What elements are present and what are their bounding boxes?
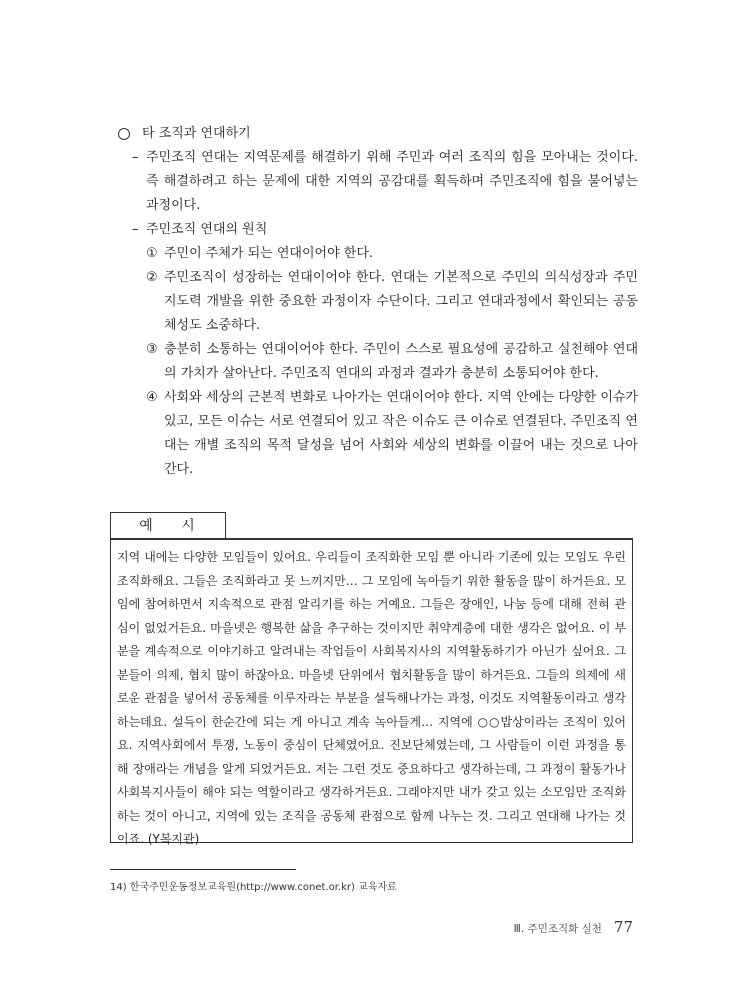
principle-text: 사회와 세상의 근본적 변화로 나아가는 연대이어야 한다. 지역 안에는 다양한 이슈가 있고, 모든 이슈는 서로 연결되어 있고 작은 이슈도 큰 이슈로 연결된다. 주민조직 연대는 개별 조직의 목적 달성을 넘어 사회와 세상의 변화를 이끌어 내는 것으로 나아간다.: [164, 390, 638, 477]
section-heading: [118, 122, 638, 146]
principle-text: 주민이 주체가 되는 연대이어야 한다.: [164, 246, 374, 261]
page-number: 77: [613, 918, 633, 936]
circle-bullet-icon: [118, 128, 130, 140]
principle-number: ③: [146, 342, 158, 357]
chapter-title: Ⅲ. 주민조직화 실천: [513, 923, 602, 935]
dash-item: [118, 146, 638, 218]
principle-item: [146, 338, 638, 386]
footnote-divider: [110, 869, 296, 870]
dash-item-text: 주민조직 연대의 원칙: [146, 222, 268, 237]
page-footer: [514, 918, 633, 936]
principle-text: 주민조직이 성장하는 연대이어야 한다. 연대는 기본적으로 주민의 의식성장과 주민지도력 개발을 위한 중요한 과정이자 수단이다. 그리고 연대과정에서 확인되는 공동체성도 소중하다.: [164, 270, 638, 333]
dash-bullet: –: [132, 222, 139, 237]
example-quote-text: 지역 내에는 다양한 모임들이 있어요. 우리들이 조직화한 모임 뿐 아니라 기존에 있는 모임도 우린 조직화해요. 그들은 조직화라고 못 느끼지만… 그 모임에 녹아들기 위한 활동을 많이 하거든요. 모임에 참여하면서 지속적으로 관점 알리기를 하는 거예요. 그들은 장애인, 나눔 등에 대해 전혀 관심이 없었거든요. 마을넷은 행복한 삶을 추구하는 것이지만 취약계층에 대한 생각은 없어요. 이 부분을 계속적으로 이야기하고 알려내는 작업들이 사회복지사의 지역활동하기가 아닌가 싶어요. 그 분들이 의제, 협치 많이 하잖아요. 마을넷 단위에서 협치활동을 많이 하거든요. 그들의 의제에 새로운 관점을 넣어서 공동체를 이루자라는 부분을 설득해나가는 과정, 이것도 지역활동이라고 생각하는데요. 설득이 한순간에 되는 게 아니고 계속 녹아들게… 지역에 ○○밥상이라는 조직이 있어요. 지역사회에서 투쟁, 노동이 중심이 단체였어요. 진보단체였는데, 그 사람들이 이런 과정을 통해 장애라는 개념을 알게 되었거든요. 저는 그런 것도 중요하다고 생각하는데, 그 과정이 활동가나 사회복지사들이 해야 되는 역할이라고 생각하거든요. 그래야지만 내가 갖고 있는 소모임만 조직화하는 것이 아니고, 지역에 있는 조직을 공동체 관점으로 함께 나누는 것. 그리고 연대해 나가는 것이죠. (Y복지관): [117, 550, 626, 846]
example-box: [110, 538, 633, 846]
example-label-tab: 예 시: [110, 512, 226, 538]
principle-number: ②: [146, 270, 158, 285]
principle-number: ①: [146, 246, 158, 261]
section-connecting-organizations: [118, 122, 638, 482]
dash-item-text: 주민조직 연대는 지역문제를 해결하기 위해 주민과 여러 조직의 힘을 모아내는 것이다. 즉 해결하려고 하는 문제에 대한 지역의 공감대를 획득하며 주민조직에 힘을 불어넣는 과정이다.: [146, 150, 638, 213]
principle-item: [146, 266, 638, 338]
principle-item: [146, 242, 638, 266]
section-title: 타 조직과 연대하기: [142, 126, 251, 141]
principle-text: 충분히 소통하는 연대이어야 한다. 주민이 스스로 필요성에 공감하고 실천해야 연대의 가치가 살아난다. 주민조직 연대의 과정과 결과가 충분히 소통되어야 한다.: [164, 342, 638, 381]
footnote: 14) 한국주민운동정보교육원(http://www.conet.or.kr) 교육자료: [110, 882, 397, 893]
principle-number: ④: [146, 390, 158, 405]
principle-item: [146, 386, 638, 482]
dash-bullet: –: [132, 150, 139, 165]
dash-item: [118, 218, 638, 242]
